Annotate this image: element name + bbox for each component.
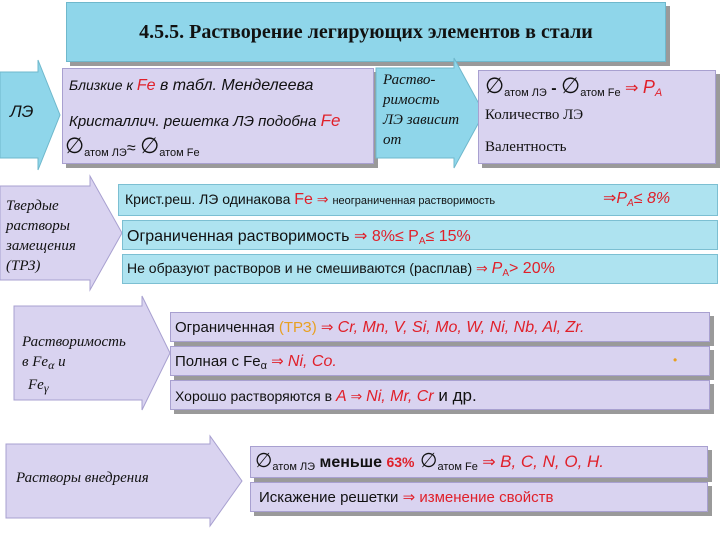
depends-box — [478, 70, 716, 164]
solubility-fe-arrow-text: Растворимость в $Fe_\alpha$ и $Fe_\gamma$ — [22, 334, 126, 395]
row-limited: Ограниченная растворимость ⇒ $8\%\le P_A\le 15\%$ — [122, 220, 718, 250]
page-title: 4.5.5. Растворение легирующих элементов в стали — [139, 21, 593, 43]
similarity-box — [62, 68, 374, 164]
similarity-line-1: Близкие к Fe в табл. Менделеева — [69, 77, 314, 94]
substitution-arrow-text: Твердые растворы замещения (ТРЗ) — [6, 198, 76, 274]
interstitial-arrow-text: Растворы внедрения — [16, 470, 149, 486]
orange-bullet: • — [673, 353, 678, 367]
row-lattice-distortion: Искажение решетки ⇒ изменение свойств — [250, 482, 708, 512]
row-interstitial-size: $\emptyset_{атом ЛЭ}$ меньше 63% $\emptyset_{атом Fe}$ ⇒ B, C, N, O, H. — [250, 446, 708, 478]
row-unlimited: Крист.реш. ЛЭ одинакова Fe ⇒ неограниченная растворимость $\Rightarrow P_A\le 8\%$ — [118, 184, 718, 216]
depends-row-valence: Валентность — [485, 139, 567, 155]
row-good-solubility: Хорошо растворяются в A ⇒ Ni, Mr, Cr и др. — [170, 380, 710, 410]
depends-row-amount: Количество ЛЭ — [485, 107, 584, 123]
similarity-line-3: $\emptyset_{атом ЛЭ}\approx$ $\emptyset_{атом Fe}$ — [65, 133, 200, 159]
similarity-line-2: Кристаллич. решетка ЛЭ подобна Fe — [69, 111, 341, 130]
row-no-solution: Не образуют растворов и не смешиваются (расплав) ⇒ $P_A> 20\%$ — [122, 254, 718, 284]
solubility-arrow-text: Раство- римость ЛЭ зависит от — [383, 72, 460, 148]
le-label: ЛЭ — [10, 102, 34, 121]
depends-row-diameter: $\emptyset_{атом ЛЭ}$ - $\emptyset_{атом Fe}$ ⇒ $P_A$ — [485, 73, 663, 99]
row-full-elements: Полная с $Fe_\alpha$ ⇒ Ni, Co. • — [170, 346, 710, 376]
title-box — [66, 2, 666, 62]
row-limited-elements: Ограниченная (ТРЗ) ⇒ Cr, Mn, V, Si, Mo, W, Ni, Nb, Al, Zr. — [170, 312, 710, 342]
